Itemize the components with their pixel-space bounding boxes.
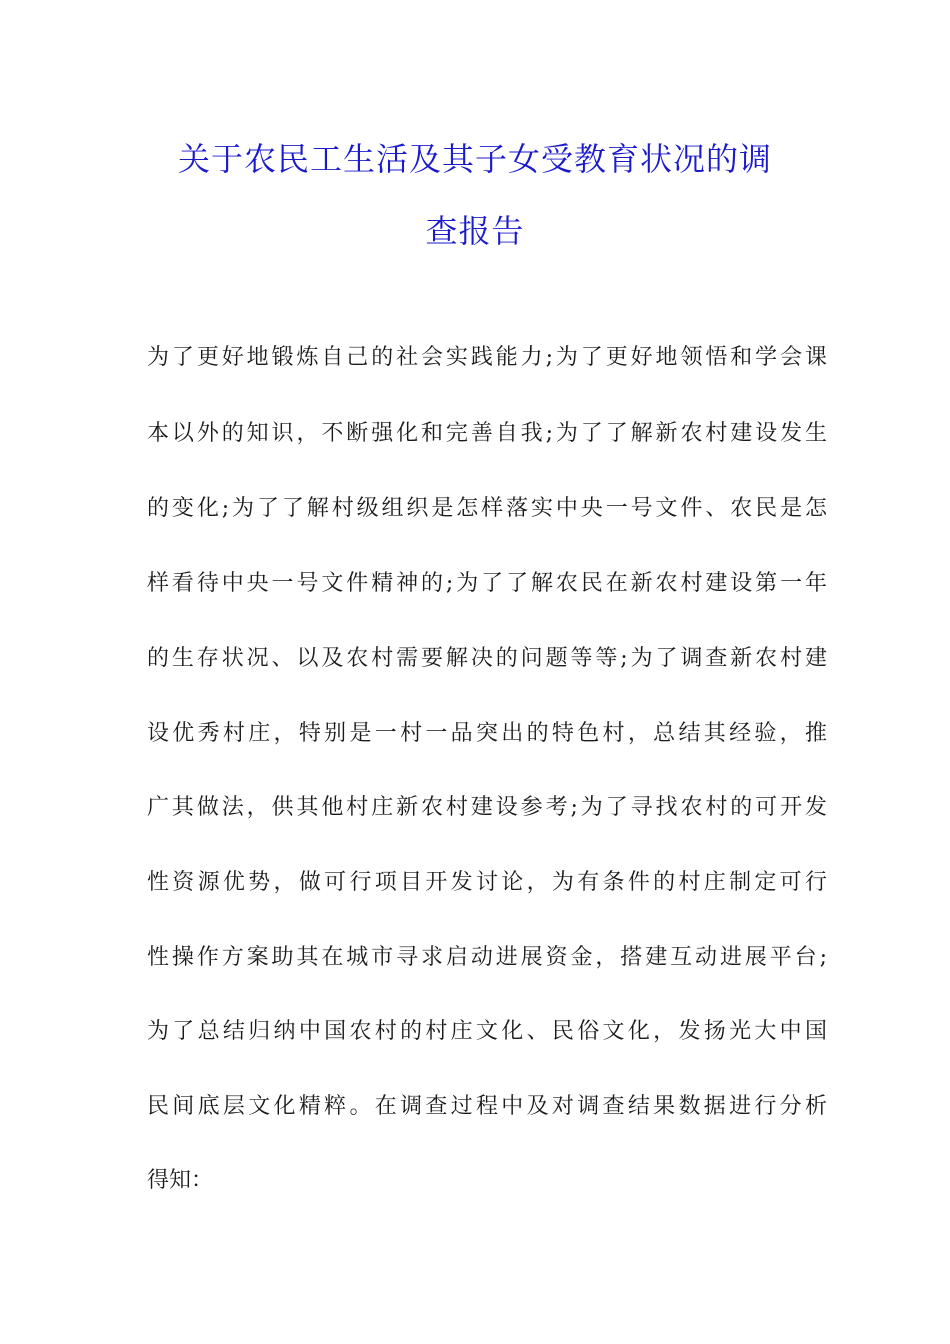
- paragraph-line-12: 得知：: [147, 1168, 214, 1193]
- paragraph-line-6: 设优秀村庄，特别是一村一品突出的特色村，总结其经验，推: [147, 721, 827, 746]
- paragraph-line-4: 样看待中央一号文件精神的;为了了解农民在新农村建设第一年: [147, 571, 827, 596]
- paragraph-line-7: 广其做法，供其他村庄新农村建设参考;为了寻找农村的可开发: [147, 795, 827, 820]
- paragraph-line-8: 性资源优势，做可行项目开发讨论，为有条件的村庄制定可行: [147, 870, 827, 895]
- paragraph-line-5: 的生存状况、以及农村需要解决的问题等等;为了调查新农村建: [147, 646, 827, 671]
- paragraph-line-11: 民间底层文化精粹。在调查过程中及对调查结果数据进行分析: [147, 1094, 827, 1119]
- paragraph-line-9: 性操作方案助其在城市寻求启动进展资金，搭建互动进展平台;: [147, 945, 827, 970]
- paragraph-line-2: 本以外的知识，不断强化和完善自我;为了了解新农村建设发生: [147, 421, 827, 446]
- paragraph-line-3: 的变化;为了了解村级组织是怎样落实中央一号文件、农民是怎: [147, 496, 827, 521]
- paragraph-line-10: 为了总结归纳中国农村的村庄文化、民俗文化，发扬光大中国: [147, 1019, 827, 1044]
- paragraph-line-1: 为了更好地锻炼自己的社会实践能力;为了更好地领悟和学会课: [147, 345, 827, 370]
- title-line-2: 查报告: [425, 212, 525, 250]
- title-line-1: 关于农民工生活及其子女受教育状况的调: [177, 140, 772, 178]
